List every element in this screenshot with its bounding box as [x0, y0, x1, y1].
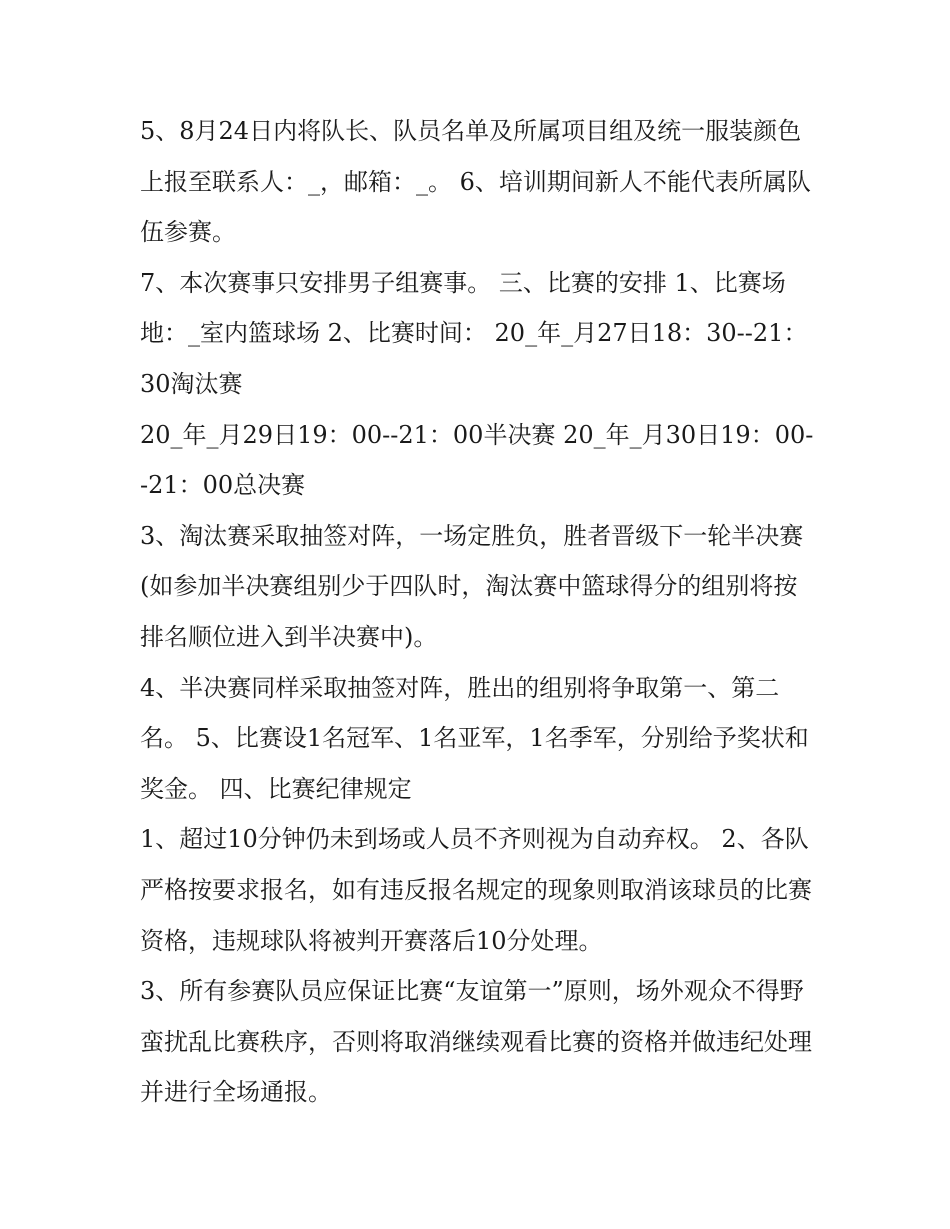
document-body [140, 106, 820, 1118]
paragraph-spectator-rules: 3、所有参赛队员应保证比赛“友谊第一”原则，场外观众不得野蛮扰乱比赛秩序，否则将取消继续观看比赛的资格并做违纪处理并进行全场通报。 [140, 977, 812, 1107]
paragraph-awards: 4、半决赛同样采取抽签对阵，胜出的组别将争取第一、第二名。 5、比赛设1名冠军、1名亚军，1名季军，分别给予奖状和奖金。 四、比赛纪律规定 [140, 673, 809, 803]
paragraph-registration: 5、8月24日内将队长、队员名单及所属项目组及统一服装颜色上报至联系人：_，邮箱：_。 6、培训期间新人不能代表所属队伍参赛。 [140, 117, 811, 247]
paragraph-discipline: 1、超过10分钟仍未到场或人员不齐则视为自动弃权。 2、各队严格按要求报名，如有违反报名规定的现象则取消该球员的比赛资格，违规球队将被判开赛落后10分处理。 [140, 825, 812, 955]
paragraph-semifinal-final-times: 20_年_月29日19：00--21：00半决赛 20_年_月30日19：00--21：00总决赛 [140, 420, 814, 500]
paragraph-knockout-rules: 3、淘汰赛采取抽签对阵，一场定胜负，胜者晋级下一轮半决赛(如参加半决赛组别少于四队时，淘汰赛中篮球得分的组别将按排名顺位进入到半决赛中)。 [140, 521, 804, 651]
paragraph-schedule: 7、本次赛事只安排男子组赛事。 三、比赛的安排 1、比赛场地：_室内篮球场 2、比赛时间： 20_年_月27日18：30--21：30淘汰赛 [140, 268, 808, 398]
